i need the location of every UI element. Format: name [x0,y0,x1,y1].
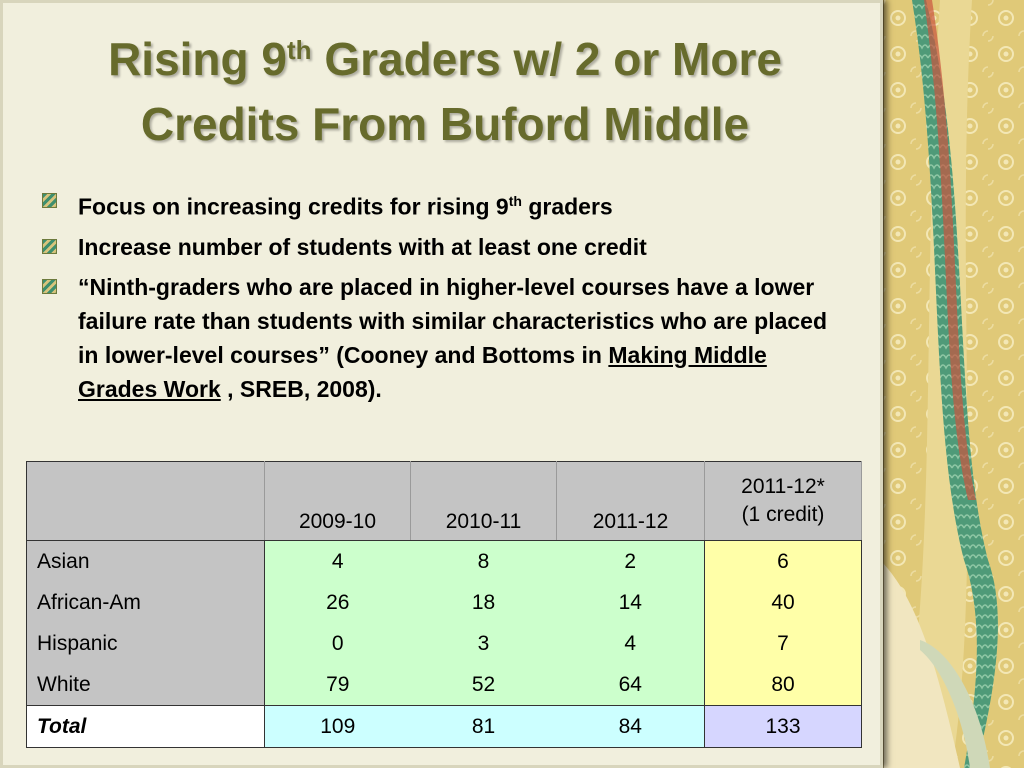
table-cell: 40 [705,582,862,623]
table-cell: 8 [411,541,557,583]
header-cell-2010-11: 2010-11 [411,462,557,541]
total-cell: 84 [557,706,705,748]
header-cell-2011-12-one-credit [705,462,862,541]
table-row [27,664,862,706]
bullet-3-text-pre: “Ninth-graders who are placed in higher-level courses have a lower failure rate than students with similar characteristics who are placed in lower-level courses” (Cooney and Bottoms in [78,273,828,368]
decorative-side-panel [880,0,1024,768]
table-total-row [27,706,862,748]
table-row [27,541,862,583]
table-cell: 2 [557,541,705,583]
bullet-item-2 [40,230,840,264]
header-cell-2011-12: 2011-12 [557,462,705,541]
credits-table [26,461,862,748]
table-cell: 52 [411,664,557,706]
header-cell-2009-10: 2009-10 [265,462,411,541]
bullet-1-text-pre: Focus on increasing credits for rising 9 [78,193,509,220]
table-cell: 64 [557,664,705,706]
total-cell: 109 [265,706,411,748]
row-label: White [27,664,265,706]
row-label: Asian [27,541,265,583]
header-cell-empty [27,462,265,541]
table-cell: 4 [557,623,705,664]
row-label: Hispanic [27,623,265,664]
total-cell: 81 [411,706,557,748]
bullet-marker-icon [42,193,57,208]
table-row [27,582,862,623]
header-line-2: (1 credit) [741,503,825,526]
table-cell: 18 [411,582,557,623]
table-row [27,623,862,664]
total-label: Total [27,706,265,748]
title-line2: Credits From Buford Middle [140,98,750,150]
table-cell: 4 [265,541,411,583]
table-cell: 0 [265,623,411,664]
bullet-marker-icon [42,239,57,254]
title-superscript: th [287,35,312,65]
bullet-item-3 [40,270,840,406]
title-line1-pre: Rising 9 [108,33,287,85]
table-cell: 80 [705,664,862,706]
bullet-marker-icon [42,279,57,294]
table-cell: 79 [265,664,411,706]
decorative-leaf-pattern-icon [880,0,1024,768]
title-line1-post: Graders w/ 2 or More [311,33,782,85]
bullet-3-text-post: , SREB, 2008). [220,375,382,402]
bullet-1-text-post: graders [521,193,613,220]
book-title-link[interactable]: Making Middle Grades Work [78,341,767,402]
bullet-1-superscript: th [508,193,522,209]
table-cell: 26 [265,582,411,623]
bullet-list [40,184,840,412]
slide-title [20,30,870,153]
header-line-1: 2011-12* [741,475,825,498]
table-cell: 7 [705,623,862,664]
total-cell: 133 [705,706,862,748]
row-label: African-Am [27,582,265,623]
table-cell: 6 [705,541,862,583]
bullet-2-text: Increase number of students with at least one credit [78,233,647,260]
table-cell: 14 [557,582,705,623]
bullet-item-1 [40,184,840,224]
table-cell: 3 [411,623,557,664]
table-header-row [27,462,862,541]
